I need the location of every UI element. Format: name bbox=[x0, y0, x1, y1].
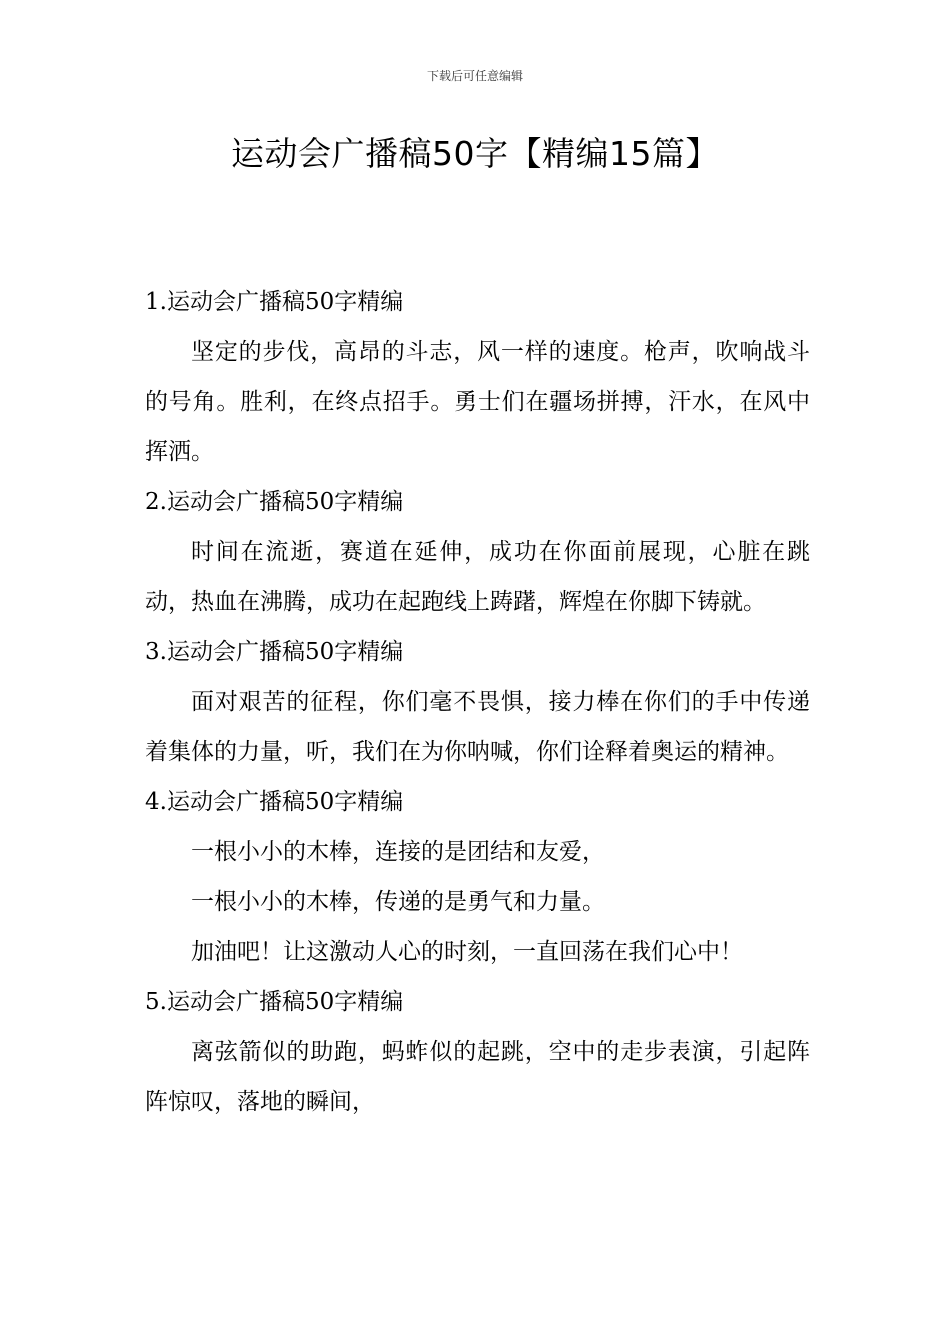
document-body bbox=[145, 277, 810, 1127]
document-title: 运动会广播稿50字【精编15篇】 bbox=[231, 134, 719, 173]
paragraph: 加油吧！让这激动人心的时刻，一直回荡在我们心中！ bbox=[191, 939, 743, 965]
section bbox=[145, 977, 810, 1127]
paragraph: 一根小小的木棒，连接的是团结和友爱， bbox=[191, 839, 605, 865]
paragraph: 一根小小的木棒，传递的是勇气和力量。 bbox=[191, 889, 605, 915]
paragraph: 时间在流逝，赛道在延伸，成功在你面前展现，心脏在跳动，热血在沸腾，成功在起跑线上踌躇，辉煌在你脚下铸就。 bbox=[145, 539, 810, 615]
section bbox=[145, 777, 810, 977]
paragraph: 离弦箭似的助跑，蚂蚱似的起跳，空中的走步表演，引起阵阵惊叹，落地的瞬间， bbox=[145, 1039, 810, 1115]
section bbox=[145, 477, 810, 627]
section-heading: 4.运动会广播稿50字精编 bbox=[145, 789, 404, 815]
header-note: 下载后可任意编辑 bbox=[426, 69, 523, 83]
paragraph: 面对艰苦的征程，你们毫不畏惧，接力棒在你们的手中传递着集体的力量，听，我们在为你呐喊，你们诠释着奥运的精神。 bbox=[145, 689, 810, 765]
section bbox=[145, 277, 810, 477]
section-heading: 3.运动会广播稿50字精编 bbox=[145, 639, 404, 665]
section-heading: 5.运动会广播稿50字精编 bbox=[145, 989, 404, 1015]
section bbox=[145, 627, 810, 777]
section-heading: 2.运动会广播稿50字精编 bbox=[145, 489, 404, 515]
section-heading: 1.运动会广播稿50字精编 bbox=[145, 289, 404, 315]
paragraph: 坚定的步伐，高昂的斗志，风一样的速度。枪声，吹响战斗的号角。胜利，在终点招手。勇士们在疆场拼搏，汗水，在风中挥洒。 bbox=[145, 339, 810, 465]
